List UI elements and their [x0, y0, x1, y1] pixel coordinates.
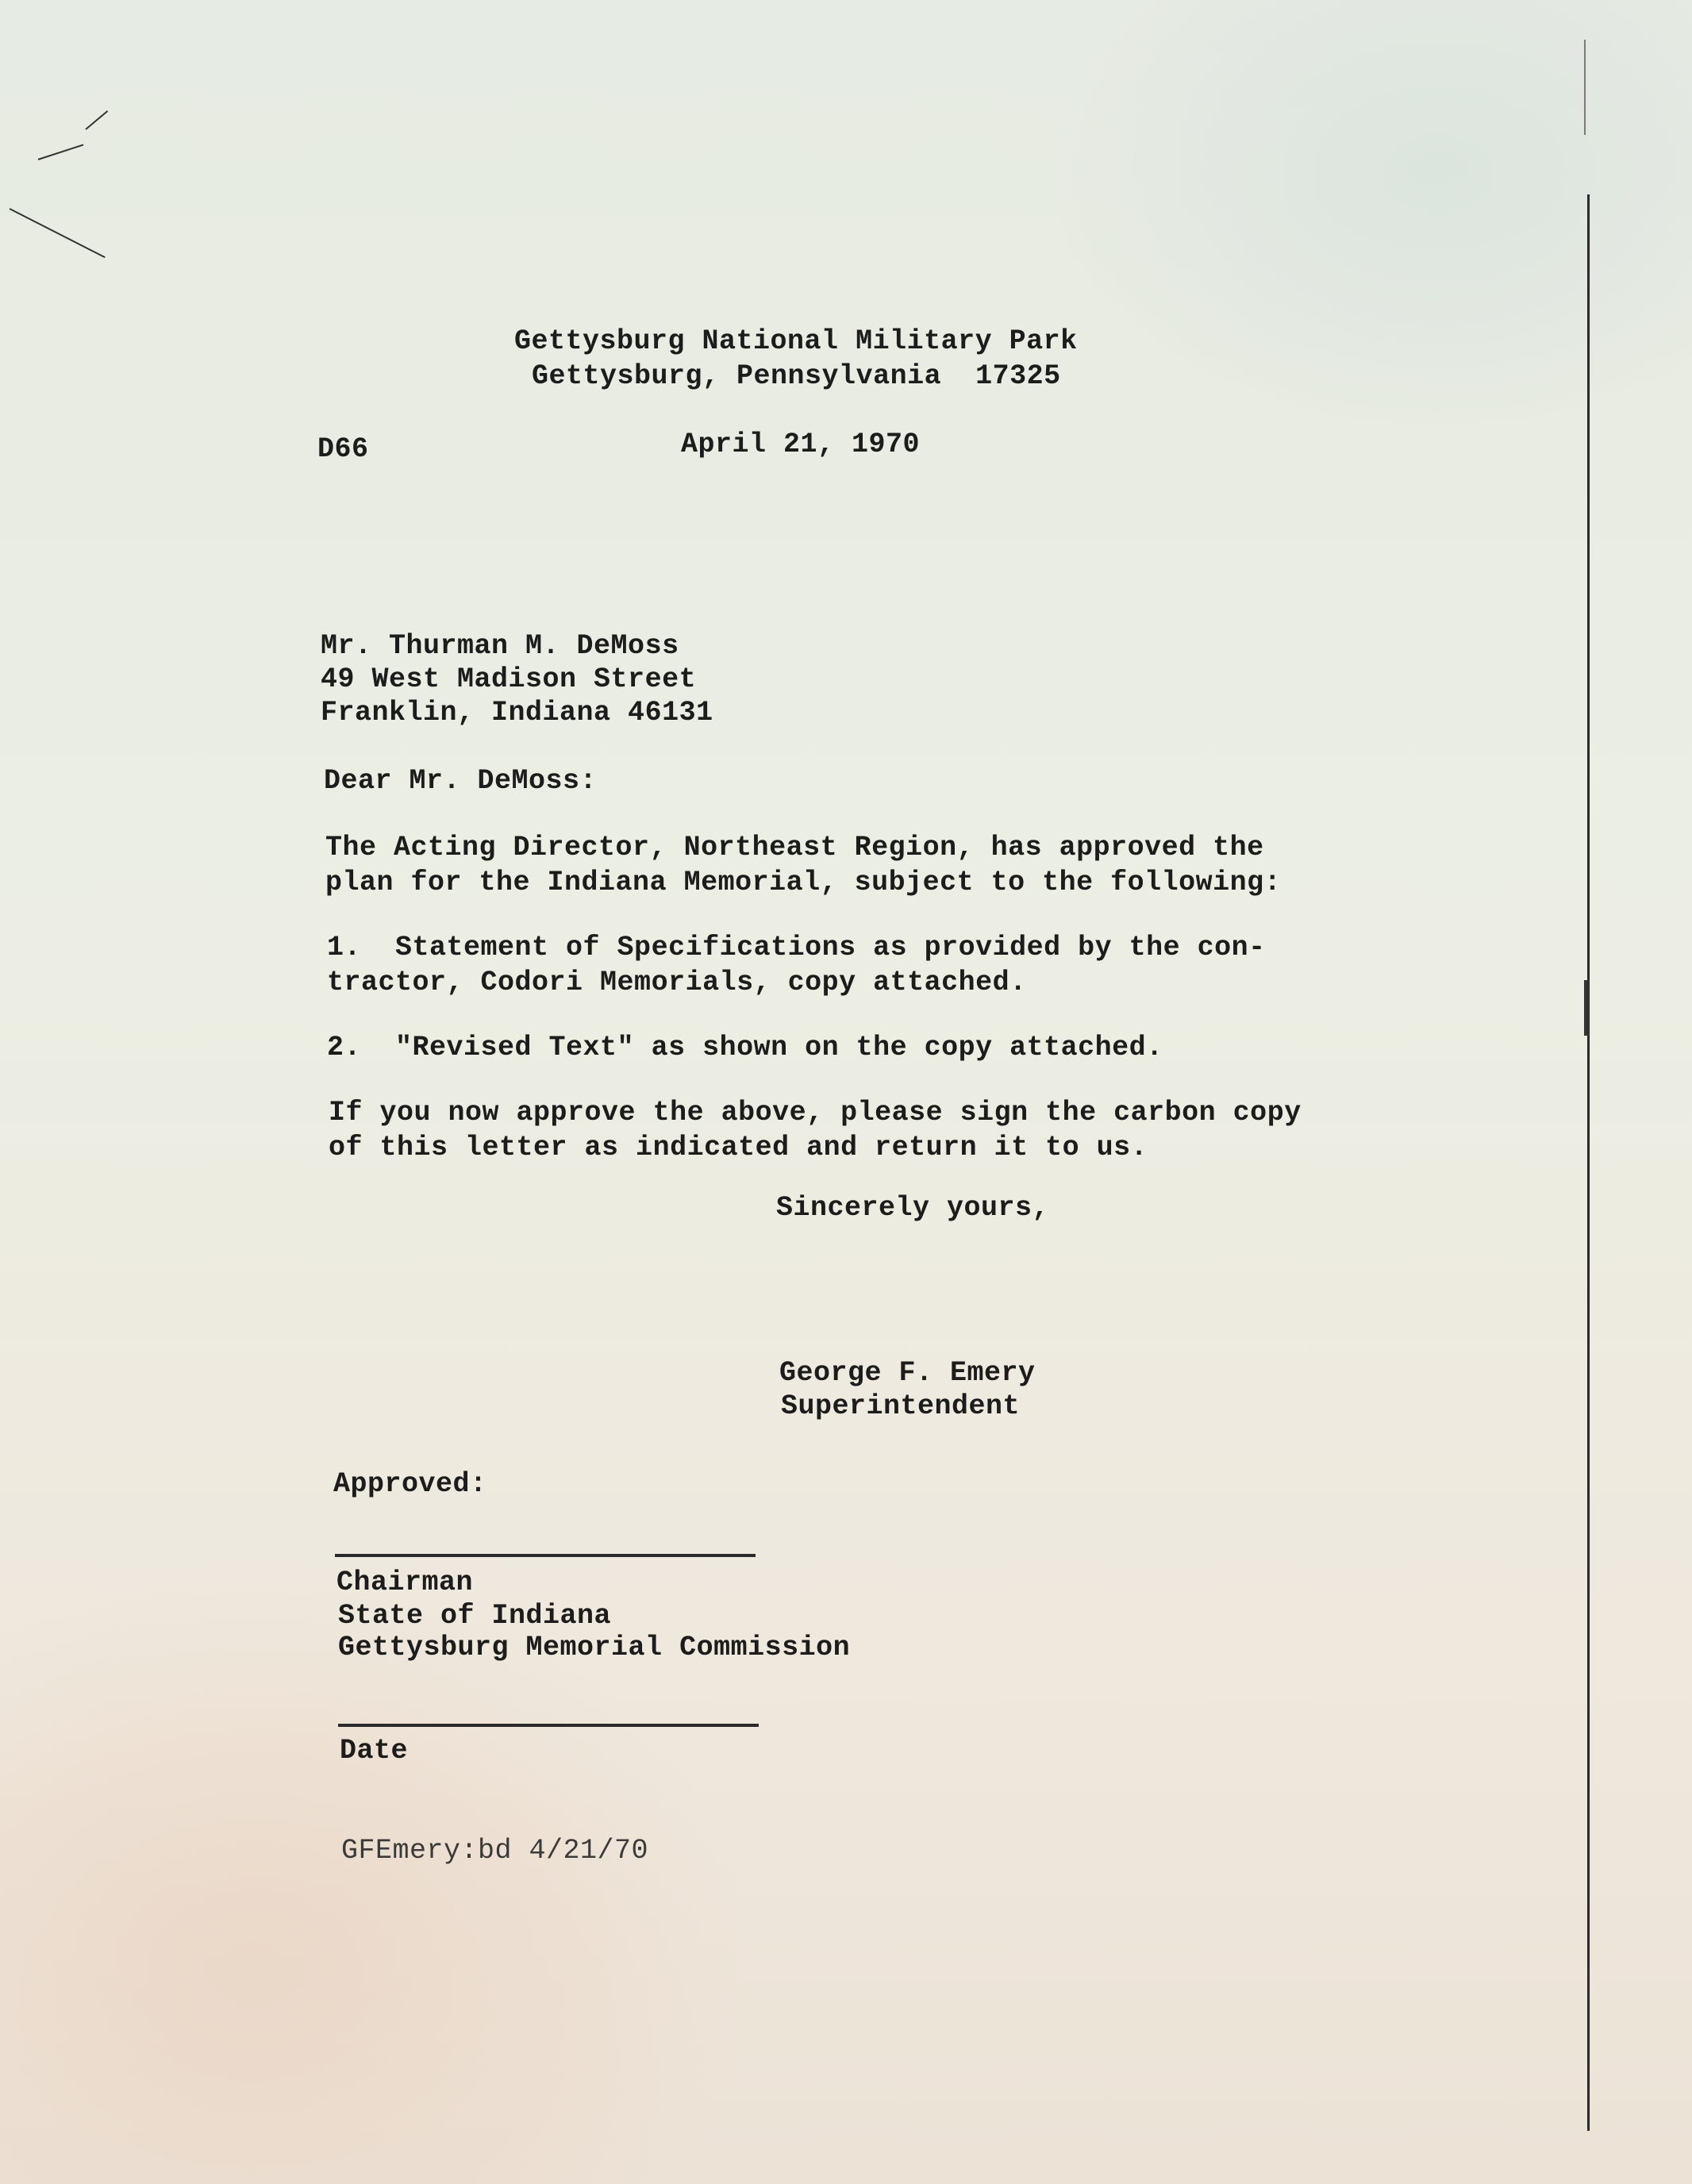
body-item-2: 2. "Revised Text" as shown on the copy attached. [327, 1032, 1163, 1063]
signer-title: Superintendent [781, 1390, 1021, 1422]
approved-label: Approved: [333, 1468, 487, 1500]
date-signature-line [338, 1724, 759, 1727]
body-item-1-line-2: tractor, Codori Memorials, copy attached. [327, 967, 1027, 998]
corner-pen-mark [10, 208, 106, 258]
page-right-border [1587, 194, 1590, 2131]
complimentary-close: Sincerely yours, [776, 1192, 1050, 1224]
recipient-name: Mr. Thurman M. DeMoss [321, 630, 679, 662]
body-closing-line-2: of this letter as indicated and return it to us. [329, 1132, 1148, 1163]
signer-name: George F. Emery [779, 1357, 1036, 1389]
body-closing-line-1: If you now approve the above, please sign the carbon copy [329, 1097, 1302, 1129]
page-border-mark [1584, 980, 1589, 1036]
corner-pen-mark [38, 144, 84, 160]
corner-pen-mark [85, 110, 108, 130]
body-intro-line-2: plan for the Indiana Memorial, subject to the following: [325, 867, 1282, 898]
approval-signature-line [335, 1554, 756, 1557]
approval-title-line-2: State of Indiana [338, 1600, 612, 1632]
recipient-city: Franklin, Indiana 46131 [321, 697, 713, 729]
approval-title-line-1: Chairman [336, 1567, 474, 1598]
date-label: Date [340, 1735, 409, 1767]
salutation: Dear Mr. DeMoss: [324, 765, 598, 797]
letter-date: April 21, 1970 [681, 429, 921, 460]
recipient-street: 49 West Madison Street [321, 663, 697, 695]
reference-initials: GFEmery:bd 4/21/70 [341, 1835, 649, 1867]
letterhead-line-1: Gettysburg National Military Park [514, 325, 1078, 357]
page-edge-mark [1584, 40, 1586, 135]
letterhead-line-2: Gettysburg, Pennsylvania 17325 [532, 360, 1061, 392]
body-item-1-line-1: 1. Statement of Specifications as provided by the con- [327, 932, 1266, 963]
body-intro-line-1: The Acting Director, Northeast Region, has approved the [325, 832, 1264, 863]
file-code: D66 [317, 433, 369, 465]
approval-title-line-3: Gettysburg Memorial Commission [338, 1632, 851, 1663]
